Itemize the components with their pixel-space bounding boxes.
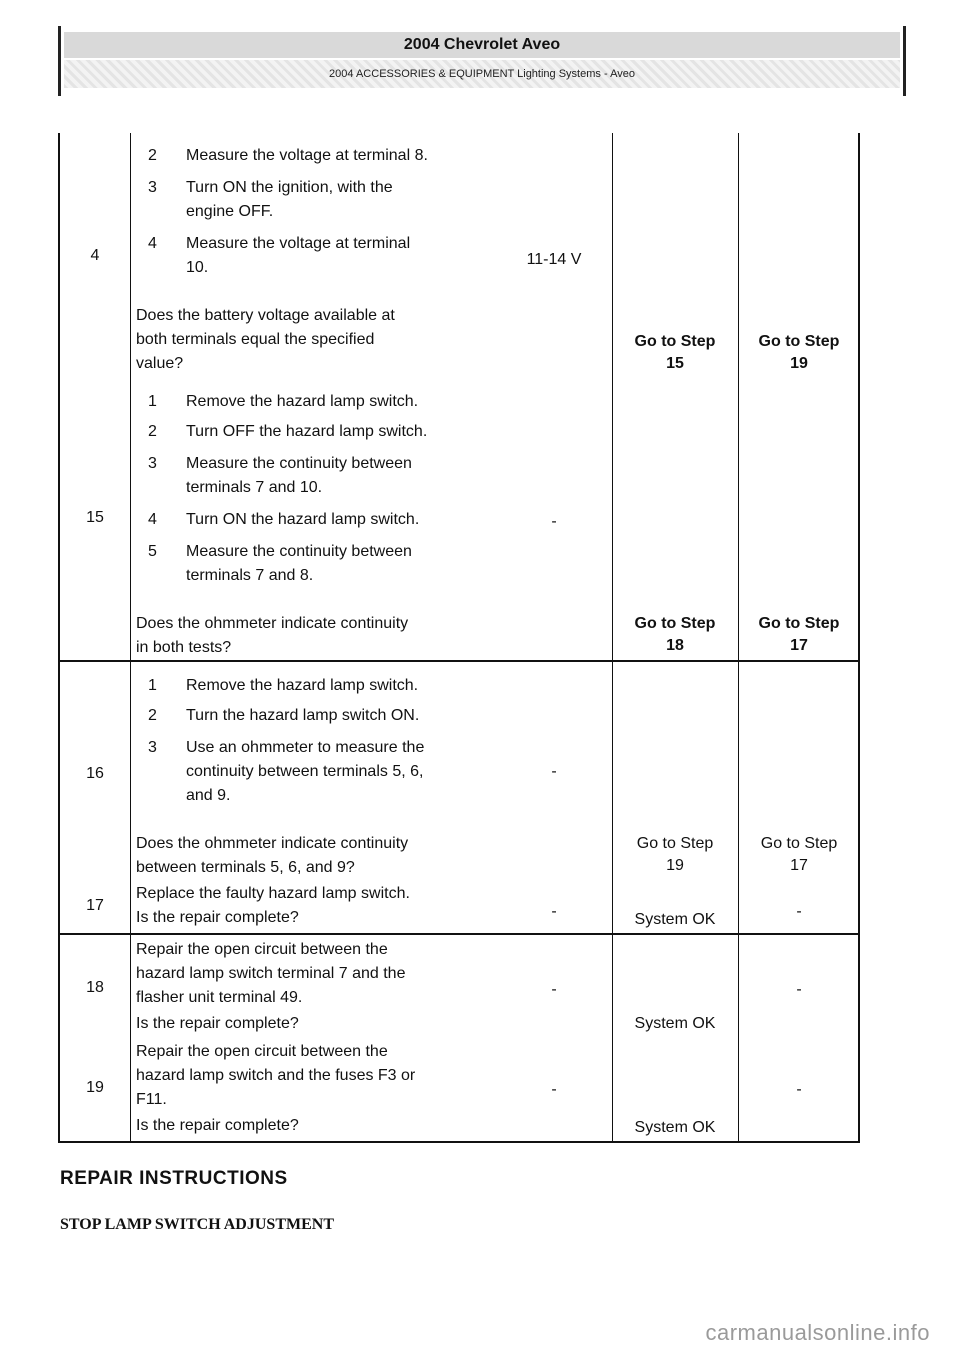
action-number: 1 [148, 677, 157, 694]
no-result: - [796, 1081, 802, 1098]
section-heading: REPAIR INSTRUCTIONS [60, 1168, 288, 1189]
action-text: Turn the hazard lamp switch ON. [186, 707, 420, 724]
action-number: 4 [148, 511, 157, 528]
subsection-heading: STOP LAMP SWITCH ADJUSTMENT [60, 1216, 334, 1233]
diagnostic-table [58, 133, 860, 1143]
yes-goto-step-number[interactable]: 15 [666, 355, 684, 372]
step-number: 16 [86, 765, 104, 782]
watermark: carmanualsonline.info [705, 1320, 930, 1345]
action-text: Measure the continuity between [186, 455, 412, 472]
document-title: 2004 Chevrolet Aveo [64, 32, 900, 58]
question-text: Is the repair complete? [136, 1117, 299, 1134]
yes-goto-step[interactable]: Go to Step [634, 615, 716, 632]
header-right-border [903, 26, 906, 96]
question-text: Is the repair complete? [136, 909, 299, 926]
step-number: 4 [90, 247, 100, 264]
action-number: 2 [148, 423, 157, 440]
action-text: Repair the open circuit between the [136, 941, 388, 958]
yes-goto-step[interactable]: Go to Step [634, 333, 716, 350]
action-text: Repair the open circuit between the [136, 1043, 388, 1060]
action-number: 1 [148, 393, 157, 410]
no-goto-step[interactable]: Go to Step [758, 615, 840, 632]
value-cell: - [551, 1081, 557, 1098]
row-divider [60, 933, 858, 935]
action-text: Measure the voltage at terminal [186, 235, 411, 252]
no-result: - [796, 981, 802, 998]
question-text: Does the ohmmeter indicate continuity [136, 615, 409, 632]
document-subtitle: 2004 ACCESSORIES & EQUIPMENT Lighting Systems - Aveo [64, 60, 900, 88]
question-text: Does the ohmmeter indicate continuity [136, 835, 409, 852]
action-text: Measure the voltage at terminal 8. [186, 147, 428, 164]
action-text: Turn ON the hazard lamp switch. [186, 511, 420, 528]
question-text: Is the repair complete? [136, 1015, 299, 1032]
action-number: 4 [148, 235, 157, 252]
action-text: hazard lamp switch terminal 7 and the [136, 965, 406, 982]
action-number: 2 [148, 147, 157, 164]
action-text: and 9. [186, 787, 231, 804]
action-number: 2 [148, 707, 157, 724]
action-text: Remove the hazard lamp switch. [186, 393, 419, 410]
yes-result: System OK [634, 1015, 716, 1032]
step-number: 15 [86, 509, 104, 526]
question-text: both terminals equal the specified [136, 331, 375, 348]
document-header [58, 26, 906, 96]
yes-goto-step[interactable]: Go to Step [636, 835, 714, 852]
action-text: engine OFF. [186, 203, 274, 220]
action-text: Use an ohmmeter to measure the [186, 739, 425, 756]
row-divider [60, 660, 858, 662]
yes-result: System OK [634, 1119, 716, 1136]
action-text: terminals 7 and 8. [186, 567, 314, 584]
value-cell: - [551, 513, 557, 530]
action-text: hazard lamp switch and the fuses F3 or [136, 1067, 416, 1084]
no-goto-step[interactable]: Go to Step [760, 835, 838, 852]
value-cell: 11-14 V [526, 251, 582, 268]
action-number: 3 [148, 455, 157, 472]
step-number: 19 [86, 1079, 104, 1096]
no-goto-step-number[interactable]: 19 [790, 355, 808, 372]
yes-goto-step-number[interactable]: 19 [666, 857, 684, 874]
no-result: - [796, 903, 802, 920]
action-number: 5 [148, 543, 157, 560]
question-text: between terminals 5, 6, and 9? [136, 859, 355, 876]
col-divider-step [130, 133, 131, 1141]
action-text: Replace the faulty hazard lamp switch. [136, 885, 410, 902]
action-text: terminals 7 and 10. [186, 479, 323, 496]
question-text: Does the battery voltage available at [136, 307, 395, 324]
action-text: Turn OFF the hazard lamp switch. [186, 423, 428, 440]
action-text: Measure the continuity between [186, 543, 412, 560]
no-goto-step-number[interactable]: 17 [790, 637, 808, 654]
step-number: 17 [86, 897, 104, 914]
value-cell: - [551, 763, 557, 780]
action-text: F11. [136, 1091, 167, 1108]
action-number: 3 [148, 179, 157, 196]
yes-goto-step-number[interactable]: 18 [666, 637, 684, 654]
step-number: 18 [86, 979, 104, 996]
no-goto-step[interactable]: Go to Step [758, 333, 840, 350]
action-number: 3 [148, 739, 157, 756]
yes-result: System OK [634, 911, 716, 928]
action-text: Turn ON the ignition, with the [186, 179, 393, 196]
question-text: in both tests? [136, 639, 232, 656]
no-goto-step-number[interactable]: 17 [790, 857, 808, 874]
header-left-border [58, 26, 61, 96]
value-cell: - [551, 981, 557, 998]
question-text: value? [136, 355, 184, 372]
action-text: Remove the hazard lamp switch. [186, 677, 419, 694]
action-text: flasher unit terminal 49. [136, 989, 303, 1006]
value-cell: - [551, 903, 557, 920]
action-text: continuity between terminals 5, 6, [186, 763, 424, 780]
action-text: 10. [186, 259, 209, 276]
